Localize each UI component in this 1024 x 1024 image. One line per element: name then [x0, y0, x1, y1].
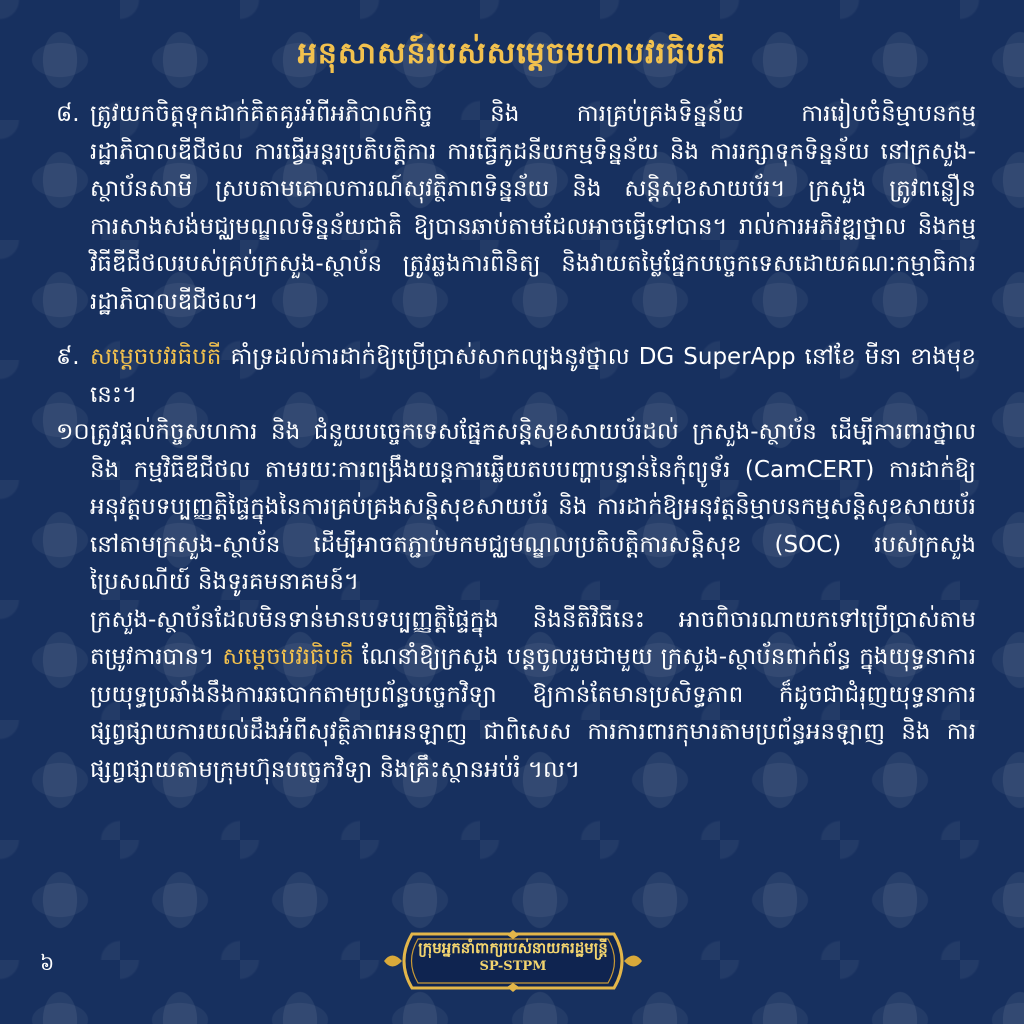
item-number: ១០.: [56, 419, 98, 445]
list-item-10: [56, 414, 976, 602]
item-text: គាំទ្រដល់ការដាក់ឱ្យប្រើប្រាស់សាកល្បងនូវថ្នាល DG SuperApp នៅខែ មីនា ខាងមុខនេះ។: [90, 344, 976, 408]
recommendations-list: [56, 96, 976, 789]
continuation-text: ណែនាំឱ្យក្រសួង បន្តចូលរួមជាមួយ ក្រសួង-ស្ថាប័នពាក់ព័ន្ធ ក្នុងយុទ្ធនាការប្រយុទ្ធប្រឆាំងនឹងការឆបោកតាមប្រព័ន្ធបច្ចេកវិទ្យា ឱ្យកាន់តែមានប្រសិទ្ធភាព ក៏ដូចជាជំរុញយុទ្ធនាការផ្សព្វផ្សាយការយល់ដឹងអំពីសុវត្ថិភាពអនឡាញ ជាពិសេស ការការពារកុមារតាមប្រព័ន្ធអនឡាញ និង ការផ្សព្វផ្សាយតាមក្រុមហ៊ុនបច្ចេកវិទ្យា និងគ្រឹះស្ថានអប់រំ ។ល។: [90, 644, 976, 783]
badge-sub-text: SP-STPM: [479, 959, 547, 974]
item-number: ៨.: [56, 101, 80, 127]
list-item-10-continuation: [56, 602, 976, 790]
item-text: ត្រូវយកចិត្តទុកដាក់គិតគូរអំពីអភិបាលកិច្ច និង ការគ្រប់គ្រងទិន្នន័យ ការរៀបចំនិម្មាបនកម្ម រដ្ឋាភិបាលឌីជីថល ការធ្វើអន្តរប្រតិបត្តិការ ការធ្វើកូដនីយកម្មទិន្នន័យ និង ការរក្សាទុកទិន្នន័យ នៅក្រសួង-ស្ថាប័នសាមី ស្របតាមគោលការណ៍សុវត្ថិភាពទិន្នន័យ និង សន្តិសុខសាយប័រ។ ក្រសួង ត្រូវពន្លឿនការសាងសង់មជ្ឈមណ្ឌលទិន្នន័យជាតិ ឱ្យបានឆាប់តាមដែលអាចធ្វើទៅបាន។ រាល់ការអភិវឌ្ឍថ្នាល និងកម្មវិធីឌីជីថលរបស់គ្រប់ក្រសួង-ស្ថាប័ន ត្រូវឆ្លងការពិនិត្យ និងវាយតម្លៃផ្នែកបច្ចេកទេសដោយគណៈកម្មាធិការរដ្ឋាភិបាលឌីជីថល។: [90, 101, 976, 315]
item-text: ត្រូវផ្តល់កិច្ចសហការ និង ជំនួយបច្ចេកទេសផ្នែកសន្តិសុខសាយប័រដល់ ក្រសួង-ស្ថាប័ន ដើម្បីការពារថ្នាល និង កម្មវិធីឌីជីថល តាមរយៈការពង្រឹងយន្តការឆ្លើយតបបញ្ហាបន្ទាន់នៃកុំព្យូទ័រ (CamCERT) ការដាក់ឱ្យអនុវត្តបទប្បញ្ញត្តិផ្ទៃក្នុងនៃការគ្រប់គ្រងសន្តិសុខសាយប័រ និង ការដាក់ឱ្យអនុវត្តនិម្មាបនកម្មសន្តិសុខសាយប័រ នៅតាមក្រសួង-ស្ថាប័ន ដើម្បីអាចតភ្ជាប់មកមជ្ឈមណ្ឌលប្រតិបត្តិការសន្តិសុខ (SOC) របស់ក្រសួងប្រៃសណីយ៍ និងទូរគមនាគមន៍។: [90, 419, 976, 595]
page-number: ៦: [40, 951, 55, 975]
list-item-8: [56, 96, 976, 321]
spokesperson-badge-logo: [382, 930, 644, 992]
list-item-9: [56, 339, 976, 414]
page-title: អនុសាសន៍របស់សម្តេចមហាបវរធិបតី: [297, 36, 727, 71]
item-number: ៩.: [56, 344, 80, 370]
highlight-title: សម្តេចបវរធិបតី: [90, 344, 222, 370]
highlight-title: សម្តេចបវរធិបតី: [222, 644, 354, 670]
continuation-text: ក្រសួង-ស្ថាប័នដែលមិនទាន់មានបទប្បញ្ញត្តិផ្ទៃក្នុង និងនីតិវិធីនេះ អាចពិចារណាយកទៅប្រើប្រាស់តាមតម្រូវការបាន។: [90, 606, 976, 670]
badge-main-text: ក្រុមអ្នកនាំពាក្យរបស់នាយករដ្ឋមន្ត្រី: [418, 939, 608, 957]
